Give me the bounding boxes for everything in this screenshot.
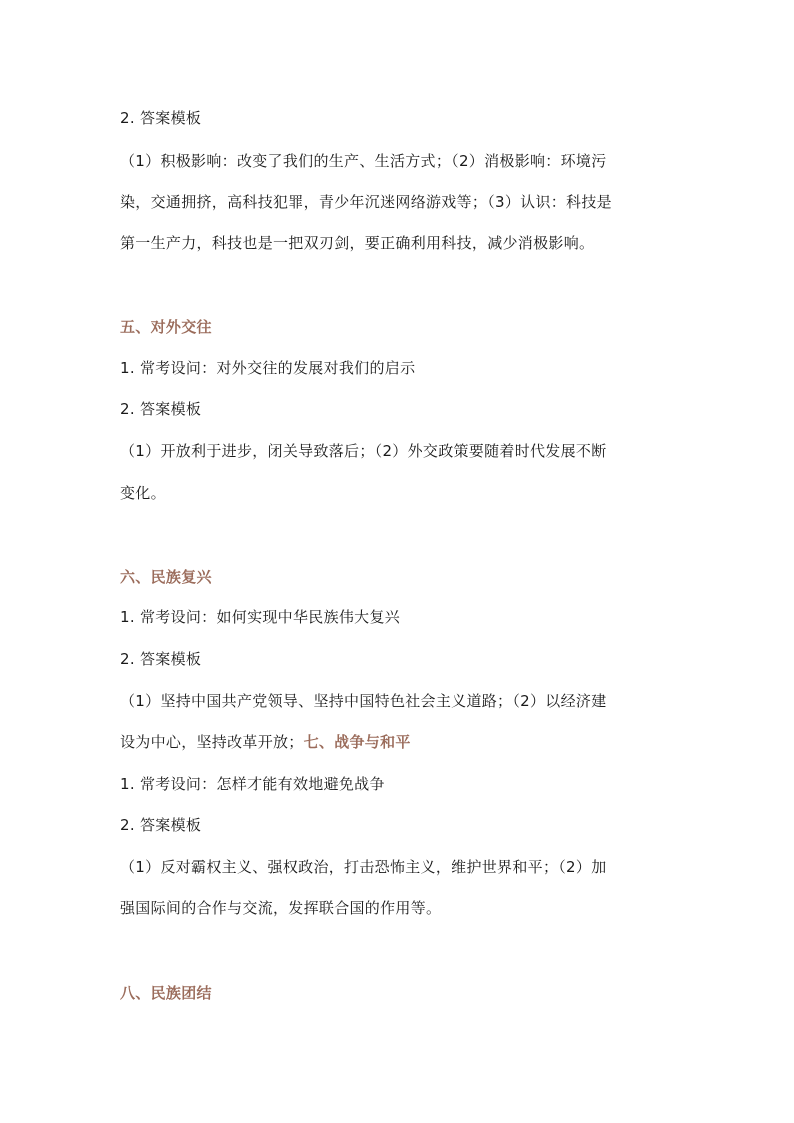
paragraph-line: （1）积极影响：改变了我们的生产、生活方式；（2）消极影响：环境污 [120, 152, 607, 170]
paragraph-line: 变化。 [120, 484, 166, 502]
question-line: 1. 常考设问：如何实现中华民族伟大复兴 [120, 608, 401, 626]
section-heading-ethnic-unity: 八、民族团结 [120, 984, 212, 1002]
paragraph-line: （1）坚持中国共产党领导、坚持中国特色社会主义道路；（2）以经济建 [120, 692, 607, 710]
section-heading-national-rejuvenation: 六、民族复兴 [120, 568, 212, 586]
paragraph-line: 强国际间的合作与交流，发挥联合国的作用等。 [120, 899, 442, 917]
paragraph-text: 设为中心，坚持改革开放； [120, 733, 304, 751]
question-line: 1. 常考设问：对外交往的发展对我们的启示 [120, 359, 416, 377]
answer-template-label: 2. 答案模板 [120, 400, 202, 418]
answer-template-label: 2. 答案模板 [120, 816, 202, 834]
section-heading-war-and-peace: 七、战争与和平 [303, 733, 411, 751]
paragraph-line: （1）反对霸权主义、强权政治，打击恐怖主义，维护世界和平；（2）加 [120, 858, 607, 876]
paragraph-line: （1）开放利于进步，闭关导致落后；（2）外交政策要随着时代发展不断 [120, 442, 607, 460]
question-line: 1. 常考设问：怎样才能有效地避免战争 [120, 775, 385, 793]
answer-template-label: 2. 答案模板 [120, 650, 202, 668]
answer-template-label: 2. 答案模板 [120, 109, 202, 127]
paragraph-line: 第一生产力，科技也是一把双刃剑，要正确利用科技，减少消极影响。 [120, 234, 595, 252]
paragraph-line: 染，交通拥挤，高科技犯罪，青少年沉迷网络游戏等；（3）认识：科技是 [120, 193, 612, 211]
section-heading-foreign-relations: 五、对外交往 [120, 318, 212, 336]
paragraph-line [120, 732, 680, 752]
